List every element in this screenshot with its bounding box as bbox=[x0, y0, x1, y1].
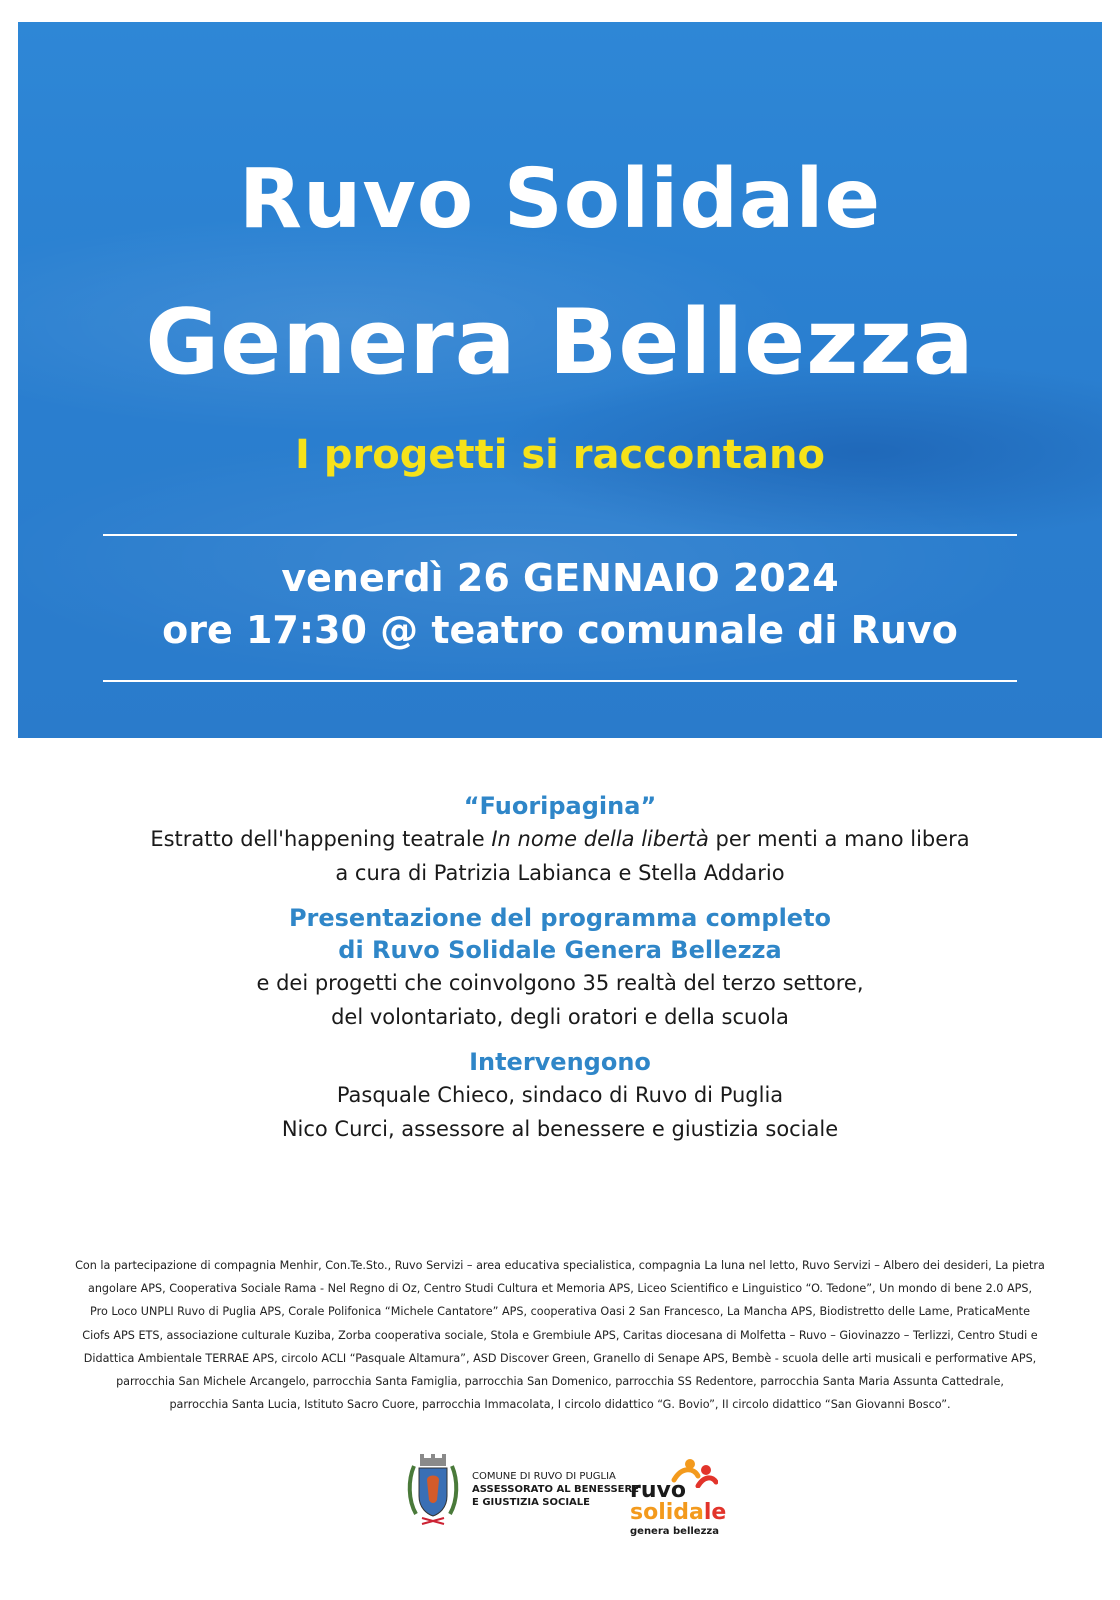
credits-line: Pro Loco UNPLI Ruvo di Puglia APS, Corale Polifonica “Michele Cantatore” APS, cooperativa Oasi 2 San Francesco, La Mancha APS, Biodistretto delle Lame, PraticaMente bbox=[90, 1305, 1030, 1319]
divider-bottom bbox=[103, 680, 1017, 682]
logo-word-solidale bbox=[630, 1500, 726, 1525]
logo-word-ruvo: ruvo bbox=[630, 1478, 686, 1503]
speaker-line: Pasquale Chieco, sindaco di Ruvo di Puglia bbox=[336, 1083, 784, 1107]
comune-line: COMUNE DI RUVO DI PUGLIA bbox=[472, 1471, 616, 1482]
ruvo-solidale-logo bbox=[630, 1458, 730, 1540]
section-text: e dei progetti che coinvolgono 35 realtà del terzo settore, bbox=[256, 971, 864, 995]
credits-line: Didattica Ambientale TERRAE APS, circolo ACLI “Pasquale Altamura”, ASD Discover Green, Granello di Senape APS, Bembè - scuola delle arti musicali e performative APS, bbox=[83, 1351, 1037, 1365]
section-text: a cura di Patrizia Labianca e Stella Addario bbox=[335, 861, 785, 885]
credits-line: Con la partecipazione di compagnia Menhir, Con.Te.Sto., Ruvo Servizi – area educativa specialistica, compagnia La luna nel letto, Ruvo Servizi – Albero dei desideri, La pietra bbox=[75, 1259, 1045, 1272]
logo-tagline: genera bellezza bbox=[630, 1526, 719, 1537]
event-time-place: ore 17:30 @ teatro comunale di Ruvo bbox=[162, 608, 958, 652]
comune-line: E GIUSTIZIA SOCIALE bbox=[472, 1497, 591, 1508]
text-fragment-italic: In nome della libertà bbox=[491, 827, 709, 851]
credits-line: angolare APS, Cooperativa Sociale Rama - Nel Regno di Oz, Centro Studi Cultura et Memoria APS, Liceo Scientifico e Linguistico “O. Tedone”, Un mondo di bene 2.0 APS, bbox=[87, 1282, 1033, 1296]
section-heading-fuoripagina: “Fuoripagina” bbox=[463, 792, 657, 820]
event-title-line2: Genera Bellezza bbox=[145, 290, 975, 395]
comune-line: ASSESSORATO AL BENESSERE bbox=[472, 1484, 640, 1495]
footer-logos bbox=[0, 1452, 1120, 1552]
section-heading-presentazione: Presentazione del programma completo bbox=[288, 904, 832, 932]
logo-solida: solida bbox=[630, 1500, 704, 1525]
program-section bbox=[0, 790, 1120, 1146]
text-fragment: Estratto dell'happening teatrale bbox=[150, 827, 492, 851]
credits-text bbox=[70, 1254, 1050, 1416]
event-subtitle: I progetti si raccontano bbox=[295, 432, 825, 478]
divider-top bbox=[103, 534, 1017, 536]
hero-banner bbox=[18, 22, 1102, 738]
section-heading-intervengono: Intervengono bbox=[469, 1048, 651, 1076]
text-fragment: per menti a mano libera bbox=[708, 827, 970, 851]
section-text: del volontariato, degli oratori e della scuola bbox=[331, 1005, 789, 1029]
event-title-line1: Ruvo Solidale bbox=[238, 152, 882, 247]
comune-label bbox=[472, 1470, 639, 1509]
section-heading-presentazione-line2: di Ruvo Solidale Genera Bellezza bbox=[338, 936, 782, 964]
credits-line: Ciofs APS ETS, associazione culturale Kuziba, Zorba cooperativa sociale, Stola e Grembiule APS, Caritas diocesana di Molfetta – Ruvo – Giovinazzo – Terlizzi, Centro Studi e bbox=[82, 1328, 1038, 1342]
logo-le: le bbox=[703, 1500, 727, 1525]
coat-of-arms-icon bbox=[406, 1452, 460, 1532]
event-date: venerdì 26 GENNAIO 2024 bbox=[281, 556, 839, 600]
credits-line: parrocchia San Michele Arcangelo, parrocchia Santa Famiglia, parrocchia San Domenico, parrocchia SS Redentore, parrocchia Santa Maria Assunta Cattedrale, bbox=[116, 1375, 1004, 1389]
credits-line: parrocchia Santa Lucia, Istituto Sacro Cuore, parrocchia Immacolata, I circolo didattico “G. Bovio”, II circolo didattico “San Giovanni Bosco”. bbox=[169, 1398, 951, 1412]
speaker-line: Nico Curci, assessore al benessere e giustizia sociale bbox=[281, 1117, 839, 1141]
section-text bbox=[0, 822, 1120, 856]
